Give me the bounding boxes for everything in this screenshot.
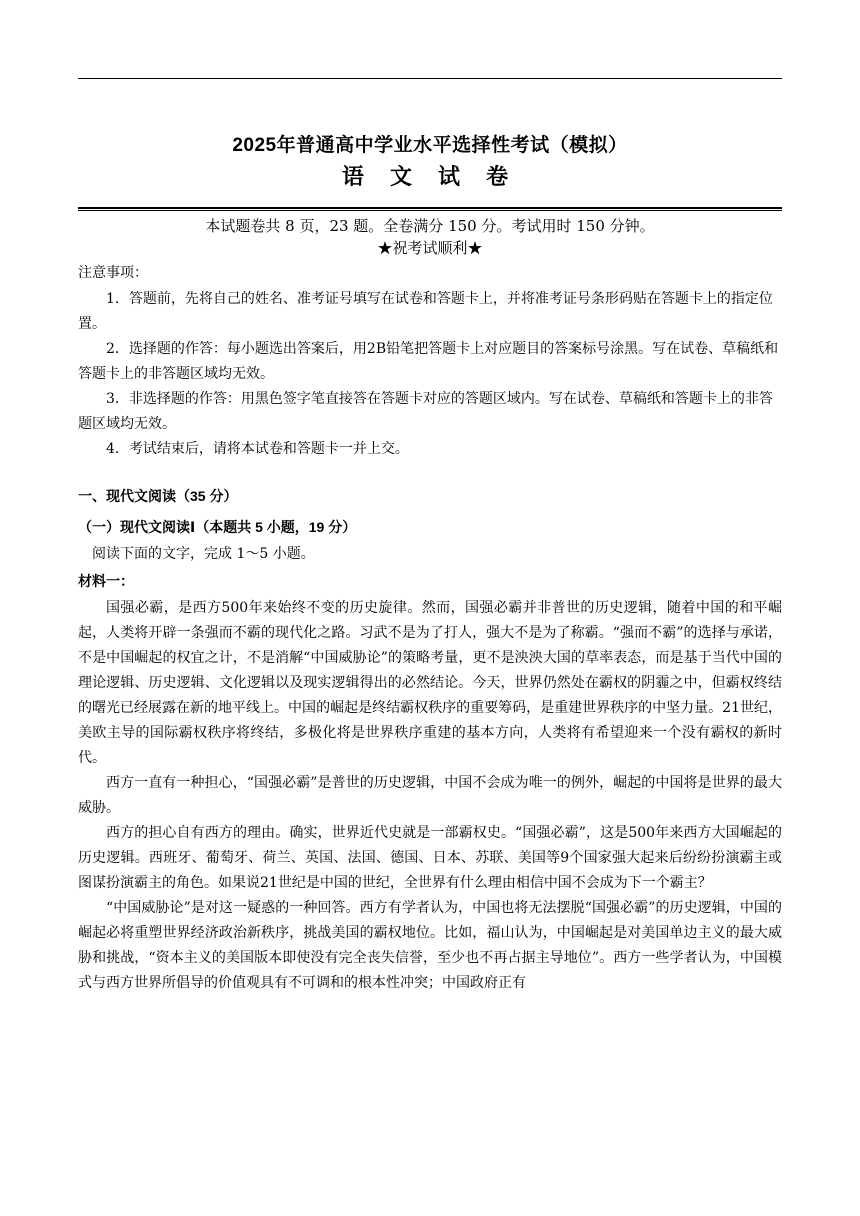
exam-subject: 语 文 试 卷 — [341, 164, 519, 189]
top-rule — [78, 78, 782, 79]
notice-list — [78, 287, 782, 462]
body-paragraph: “中国威胁论”是对这一疑惑的一种回答。西方有学者认为，中国也将无法摆脱“国强必霸”的历史逻辑，中国的崛起必将重塑世界经济政治新秩序，挑战美国的霸权地位。比如，福山认为，中国崛起是对美国单边主义的最大威胁和挑战，“资本主义的美国版本即使没有完全丧失信誉，至少也不再占据主导地位”。西方一些学者认为，中国模式与西方世界所倡导的价值观具有不可调和的根本性冲突；中国政府正有 — [78, 900, 782, 991]
material-label: 材料一： — [78, 573, 134, 589]
body-paragraph: 西方一直有一种担心，“国强必霸”是普世的历史逻辑，中国不会成为唯一的例外，崛起的中国将是世界的最大威胁。 — [78, 775, 782, 816]
notice-item: 3．非选择题的作答：用黑色签字笔直接答在答题卡对应的答题区域内。写在试卷、草稿纸和答题卡上的非答题区域均无效。 — [78, 391, 773, 432]
body-paragraph: 西方的担心自有西方的理由。确实，世界近代史就是一部霸权史。“国强必霸”，这是500年来西方大国崛起的历史逻辑。西班牙、葡萄牙、荷兰、英国、法国、德国、日本、苏联、美国等9个国家强大起来后纷纷扮演霸主或图谋扮演霸主的角色。如果说21世纪是中国的世纪，全世界有什么理由相信中国不会成为下一个霸主？ — [78, 825, 782, 891]
exam-title: 2025年普通高中学业水平选择性考试（模拟） — [232, 135, 628, 156]
notice-heading: 注意事项： — [78, 265, 148, 281]
reading-instruction: 阅读下面的文字，完成 1～5 小题。 — [92, 546, 315, 562]
notice-item: 4．考试结束后，请将本试卷和答题卡一并上交。 — [106, 441, 409, 457]
section-title: 一、现代文阅读（35 分） — [78, 488, 238, 504]
notice-item: 1．答题前，先将自己的姓名、准考证号填写在试卷和答题卡上，并将准考证号条形码贴在答题卡上的指定位置。 — [78, 291, 773, 332]
body-paragraph: 国强必霸，是西方500年来始终不变的历史旋律。然而，国强必霸并非普世的历史逻辑，随着中国的和平崛起，人类将开辟一条强而不霸的现代化之路。习武不是为了打人，强大不是为了称霸。“强而不霸”的选择与承诺，不是中国崛起的权宜之计，不是消解“中国威胁论”的策略考量，更不是泱泱大国的草率表态，而是基于当代中国的理论逻辑、历史逻辑、文化逻辑以及现实逻辑得出的必然结论。今天，世界仍然处在霸权的阴霾之中，但霸权终结的曙光已经展露在新的地平线上。中国的崛起是终结霸权秩序的重要筹码，是重建世界秩序的中坚力量。21世纪，美欧主导的国际霸权秩序将终结，多极化将是世界秩序重建的基本方向，人类将有希望迎来一个没有霸权的新时代。 — [78, 600, 782, 766]
exam-wish: ★祝考试顺利★ — [377, 239, 483, 257]
exam-info: 本试题卷共 8 页，23 题。全卷满分 150 分。考试用时 150 分钟。 — [205, 217, 655, 235]
subsection-title: （一）现代文阅读Ⅰ（本题共 5 小题，19 分） — [78, 519, 357, 535]
material-body — [78, 596, 782, 996]
notice-item: 2．选择题的作答：每小题选出答案后，用2B铅笔把答题卡上对应题目的答案标号涂黑。写在试卷、草稿纸和答题卡上的非答题区域均无效。 — [78, 341, 779, 382]
double-rule — [78, 207, 782, 211]
